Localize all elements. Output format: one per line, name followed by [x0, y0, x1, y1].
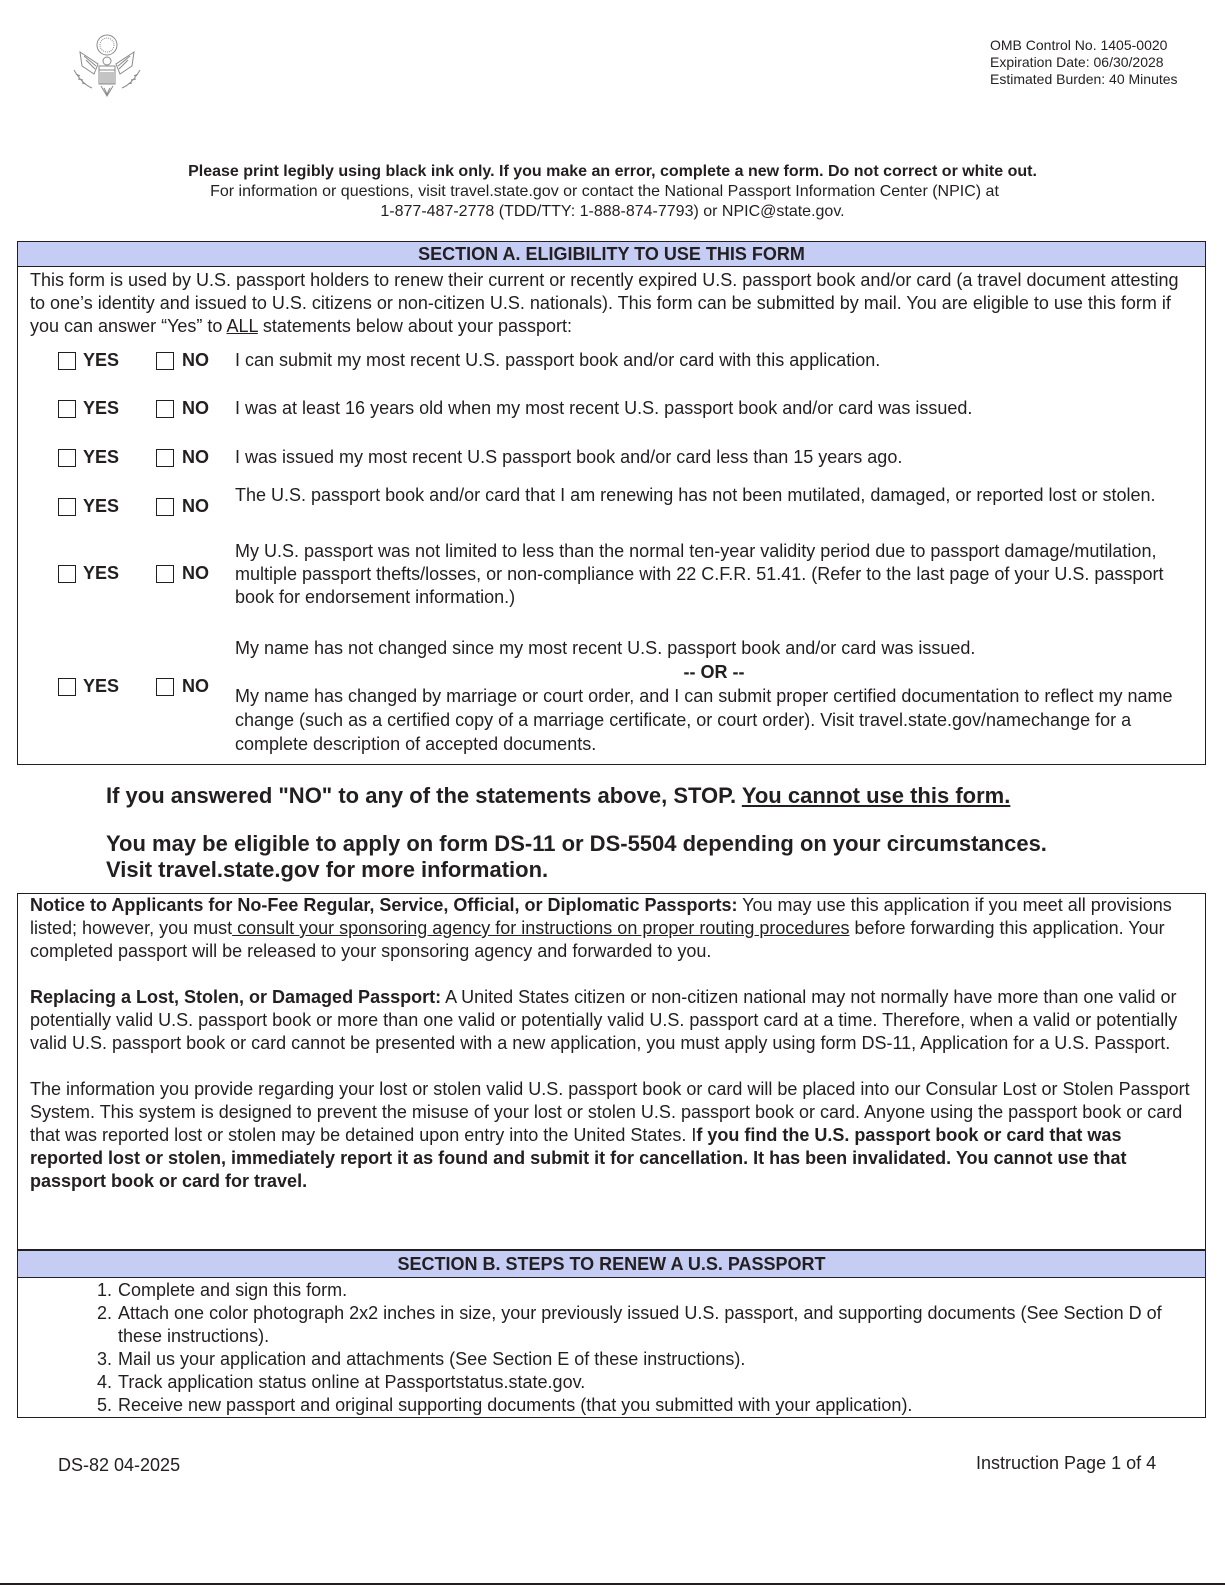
no-label: NO [182, 350, 209, 370]
yes-label: YES [83, 350, 120, 370]
yes-label: YES [83, 676, 120, 696]
no-checkbox[interactable] [156, 352, 174, 370]
section-a [17, 241, 1206, 765]
stop-notice [0, 783, 1225, 883]
yes-label: YES [83, 398, 120, 418]
info-line-2: 1-877-487-2778 (TDD/TTY: 1-888-874-7793) or NPIC@state.gov. [380, 203, 845, 220]
step-item: 4. Track application status online at Passportstatus.state.gov. [117, 1371, 1205, 1394]
yes-checkbox[interactable] [58, 449, 76, 467]
eligibility-question-1 [18, 349, 1205, 372]
info-line-1: For information or questions, visit travel.state.gov or contact the National Passport Information Center (NPIC) at [210, 183, 999, 200]
no-checkbox[interactable] [156, 449, 174, 467]
name-changed-text: My name has changed by marriage or court order, and I can submit proper certified documentation to reflect my name change (such as a certified copy of a marriage certificate, or court order). Visit travel.state.gov/namechange for a complete description of accepted documents. [235, 686, 1173, 754]
no-label: NO [182, 398, 209, 418]
step-item: 2. Attach one color photograph 2x2 inches in size, your previously issued U.S. passport, and supporting documents (See Section D of these instructions). [117, 1302, 1205, 1348]
renewal-steps [18, 1279, 1205, 1417]
section-b [17, 1250, 1206, 1418]
notices-box [17, 893, 1206, 1250]
section-b-title: SECTION B. STEPS TO RENEW A U.S. PASSPORT [18, 1251, 1205, 1278]
yes-label: YES [83, 447, 120, 467]
question-text: I can submit my most recent U.S. passport book and/or card with this application. [235, 350, 881, 370]
question-text: My U.S. passport was not limited to less than the normal ten-year validity period due to passport damage/mutilation, multiple passport thefts/losses, or non-compliance with 22 C.F.R. 51.41. (Refer to the last page of your U.S. passport book for endorsement information.) [235, 541, 1164, 607]
eligibility-question-4 [18, 484, 1205, 530]
name-unchanged-text: My name has not changed since my most recent U.S. passport book and/or card was issued. [235, 638, 976, 658]
no-fee-text-end: before forwarding this application. Your completed passport will be released to your sponsoring agency and forwarded to you. [30, 918, 1165, 961]
no-checkbox[interactable] [156, 498, 174, 516]
no-fee-notice [30, 894, 1193, 963]
yes-checkbox[interactable] [58, 565, 76, 583]
yes-label: YES [83, 563, 120, 583]
no-label: NO [182, 563, 209, 583]
lead-text: This form is used by U.S. passport holders to renew their current or recently expired U.S. passport book and/or card (a travel document attesting to one’s identity and issued to U.S. citizens or non-citizen U.S. nationals). This form can be submitted by mail. You are eligible to use this form if you can answer “Yes” to [30, 270, 1179, 336]
no-fee-text: You may use this application if you meet all provisions listed; however, you must [30, 895, 1172, 938]
great-seal-icon [68, 30, 146, 108]
found-passport-warning: f you find the U.S. passport book or card that was reported lost or stolen, immediately report it as found and submit it for cancellation. It has been invalidated. You cannot use that passport book or card for travel. [30, 1125, 1127, 1191]
consult-agency-emphasis: consult your sponsoring agency for instructions on proper routing procedures [232, 918, 850, 938]
step-item: 3. Mail us your application and attachments (See Section E of these instructions). [117, 1348, 1205, 1371]
lost-passport-title: Replacing a Lost, Stolen, or Damaged Passport: [30, 987, 442, 1007]
visit-site-line: Visit travel.state.gov for more information. [106, 857, 549, 882]
question-text [235, 636, 1193, 756]
estimated-burden: Estimated Burden: 40 Minutes [990, 71, 1178, 87]
lost-stolen-system-text: The information you provide regarding your lost or stolen valid U.S. passport book or card will be placed into our Consular Lost or Stolen Passport System. This system is designed to prevent the misuse of your lost or stolen U.S. passport book or card. Anyone using the passport book or card that was reported lost or stolen may be detained upon entry into the United States. I [30, 1079, 1190, 1145]
page-number: Instruction Page 1 of 4 [976, 1453, 1157, 1473]
eligibility-question-6 [18, 636, 1205, 756]
expiration-date: Expiration Date: 06/30/2028 [990, 54, 1164, 70]
step-item: 1. Complete and sign this form. [117, 1279, 1205, 1302]
yes-checkbox[interactable] [58, 352, 76, 370]
eligibility-question-2 [18, 397, 1205, 420]
question-text: I was at least 16 years old when my most recent U.S. passport book and/or card was issued. [235, 398, 973, 418]
no-fee-title: Notice to Applicants for No-Fee Regular, Service, Official, or Diplomatic Passports: [30, 895, 738, 915]
no-label: NO [182, 496, 209, 516]
step-item: 5. Receive new passport and original supporting documents (that you submitted with your application). [117, 1394, 1205, 1417]
eligibility-question-5 [18, 540, 1205, 609]
yes-checkbox[interactable] [58, 678, 76, 696]
eligible-forms-line: You may be eligible to apply on form DS-11 or DS-5504 depending on your circumstances. [106, 831, 1047, 856]
lost-stolen-system-notice [30, 1078, 1193, 1193]
ink-instruction: Please print legibly using black ink only. If you make an error, complete a new form. Do not correct or white out. [188, 163, 1037, 180]
no-checkbox[interactable] [156, 400, 174, 418]
section-a-title: SECTION A. ELIGIBILITY TO USE THIS FORM [18, 242, 1205, 267]
lead-text-end: statements below about your passport: [257, 316, 572, 336]
cannot-use-form-emphasis: You cannot use this form. [741, 783, 1011, 808]
or-separator: -- OR -- [683, 662, 745, 682]
no-label: NO [182, 676, 209, 696]
question-text: The U.S. passport book and/or card that I am renewing has not been mutilated, damaged, or reported lost or stolen. [235, 485, 1156, 505]
intro-instructions [0, 162, 1225, 222]
no-checkbox[interactable] [156, 678, 174, 696]
stop-text: If you answered "NO" to any of the statements above, STOP. [106, 783, 742, 808]
lead-all-emphasis: ALL [226, 316, 258, 336]
no-label: NO [182, 447, 209, 467]
omb-info [990, 37, 1178, 88]
form-id: DS-82 04-2025 [58, 1455, 181, 1475]
section-a-lead [18, 267, 1205, 338]
yes-checkbox[interactable] [58, 498, 76, 516]
lost-passport-text: A United States citizen or non-citizen national may not normally have more than one valid or potentially valid U.S. passport book or more than one valid or potentially valid U.S. passport card at a time. Therefore, when a valid or potentially valid U.S. passport book or card cannot be presented with a new application, you must apply using form DS-11, Application for a U.S. Passport. [30, 987, 1178, 1053]
lost-passport-notice [30, 986, 1193, 1055]
omb-control-number: OMB Control No. 1405-0020 [990, 37, 1168, 53]
yes-label: YES [83, 496, 120, 516]
eligibility-question-3 [18, 446, 1205, 469]
question-text: I was issued my most recent U.S passport book and/or card less than 15 years ago. [235, 447, 903, 467]
yes-checkbox[interactable] [58, 400, 76, 418]
stop-line [0, 783, 1225, 809]
no-checkbox[interactable] [156, 565, 174, 583]
